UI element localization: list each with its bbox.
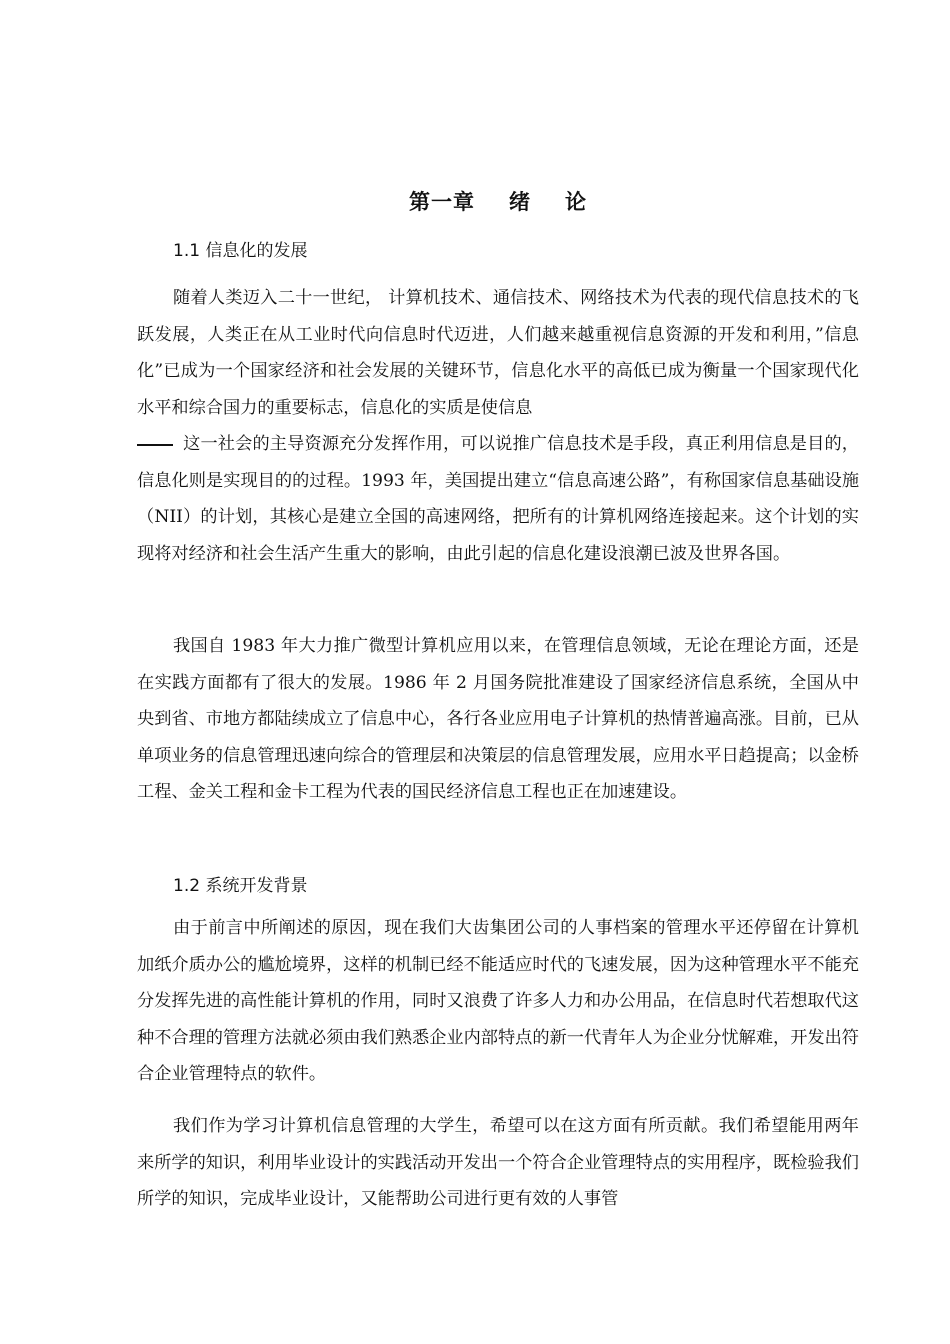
paragraph-3: 由于前言中所阐述的原因，现在我们大齿集团公司的人事档案的管理水平还停留在计算机加纸介质办公的尴尬境界，这样的机制已经不能适应时代的飞速发展，因为这种管理水平不能充分发挥先进的高性能计算机的作用，同时又浪费了许多人力和办公用品，在信息时代若想取代这种不合理的管理方法就必须由我们熟悉企业内部特点的新一代青年人为企业分忧解难，开发出符合企业管理特点的软件。 bbox=[137, 918, 859, 1085]
section-heading-1-2: 1.2 系统开发背景 bbox=[173, 876, 308, 896]
paragraph-1-part-1: 随着人类迈入二十一世纪， 计算机技术、通信技术、网络技术为代表的现代信息技术的飞跃发展，人类正在从工业时代向信息时代迈进，人们越来越重视信息资源的开发和利用，”信息化”已成为一个国家经济和社会发展的关键环节，信息化水平的高低已成为衡量一个国家现代化水平和综合国力的重要标志，信息化的实质是使信息 bbox=[137, 288, 859, 418]
em-dash-line bbox=[137, 444, 173, 446]
section-heading-1-1: 1.1 信息化的发展 bbox=[173, 241, 308, 261]
chapter-title-char-2: 论 bbox=[565, 190, 587, 214]
chapter-title-char-1: 绪 bbox=[509, 190, 531, 214]
chapter-title-number: 第一章 bbox=[409, 190, 475, 214]
paragraph-2: 我国自 1983 年大力推广微型计算机应用以来，在管理信息领域，无论在理论方面，还是在实践方面都有了很大的发展。1986 年 2 月国务院批准建设了国家经济信息系统，全国从中央到省、市地方都陆续成立了信息中心，各行各业应用电子计算机的热情普遍高涨。目前，已从单项业务的信息管理迅速向综合的管理层和决策层的信息管理发展，应用水平日趋提高；以金桥工程、金关工程和金卡工程为代表的国民经济信息工程也正在加速建设。 bbox=[137, 636, 859, 803]
paragraph-4: 我们作为学习计算机信息管理的大学生，希望可以在这方面有所贡献。我们希望能用两年来所学的知识，利用毕业设计的实践活动开发出一个符合企业管理特点的实用程序，既检验我们所学的知识，完成毕业设计，又能帮助公司进行更有效的人事管 bbox=[137, 1116, 859, 1210]
paragraph-1-continuation: 这一社会的主导资源充分发挥作用，可以说推广信息技术是手段，真正利用信息是目的，信息化则是实现目的的过程。1993 年，美国提出建立“信息高速公路”，有称国家信息基础设施（NII）的计划，其核心是建立全国的高速网络，把所有的计算机网络连接起来。这个计划的实现将对经济和社会生活产生重大的影响，由此引起的信息化建设浪潮已波及世界各国。 bbox=[137, 434, 860, 564]
chapter-title bbox=[0, 186, 950, 216]
paragraph-1-part-2 bbox=[137, 426, 859, 572]
